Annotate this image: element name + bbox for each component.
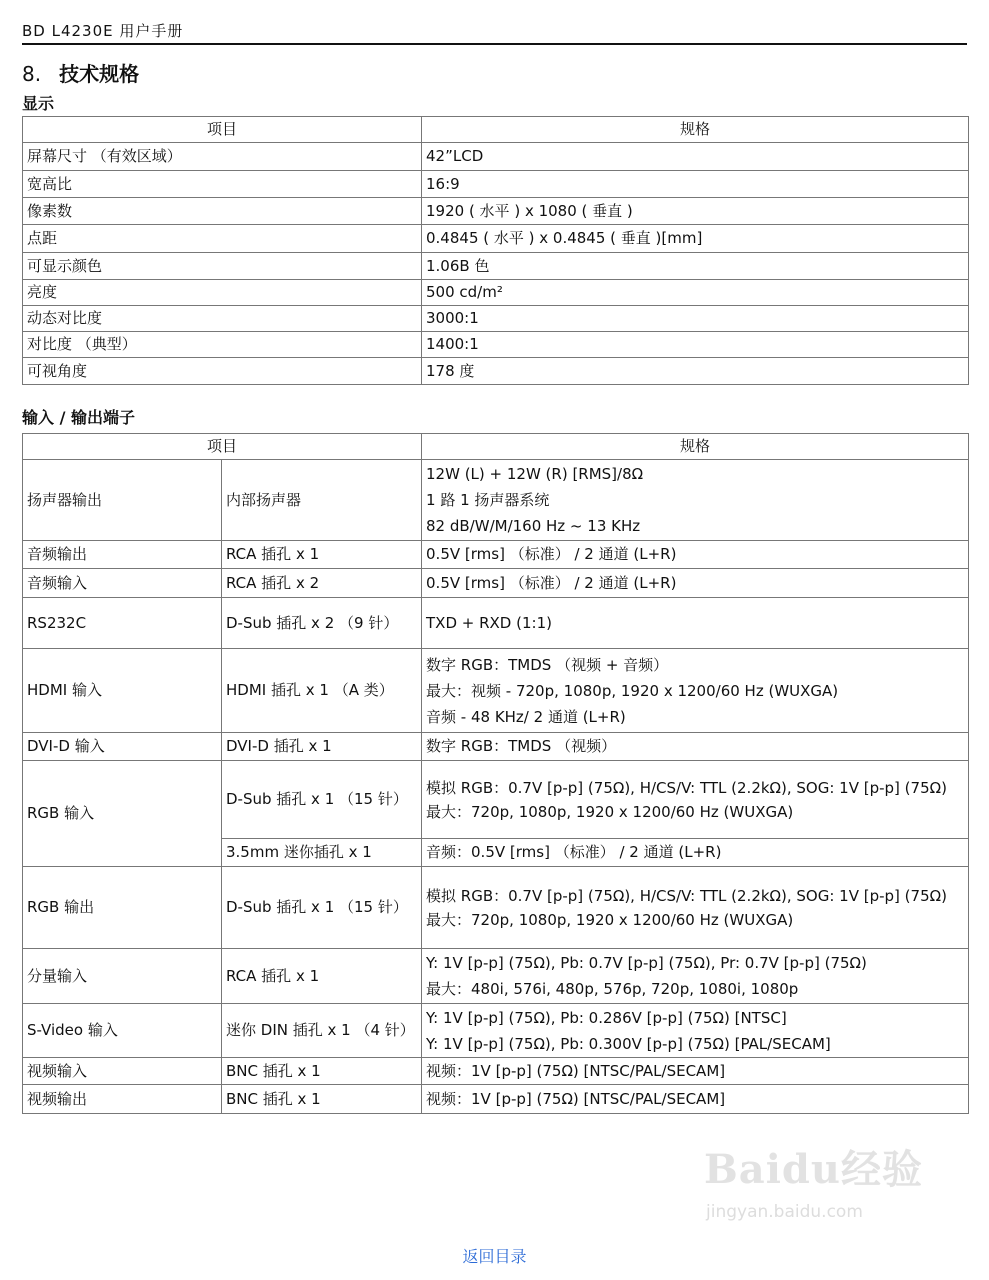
- port-spec: TXD + RXD (1:1): [422, 598, 969, 649]
- port-type: D-Sub 插孔 x 1 （15 针）: [222, 867, 422, 949]
- row-item: 动态对比度: [23, 306, 422, 332]
- port-name: 音频输出: [23, 541, 222, 569]
- spec-line: Y: 1V [p-p] (75Ω), Pb: 0.286V [p-p] (75Ω) [NTSC]: [426, 1008, 787, 1027]
- row-spec: 1920 ( 水平 ) x 1080 ( 垂直 ): [422, 198, 969, 225]
- column-header-item: 项目: [23, 434, 422, 460]
- spec-line: 最大：480i, 576i, 480p, 576p, 720p, 1080i, 1080p: [426, 980, 799, 998]
- port-type: 内部扬声器: [222, 460, 422, 541]
- spec-line: 最大：视频 - 720p, 1080p, 1920 x 1200/60 Hz (WUXGA): [426, 681, 839, 700]
- port-type: HDMI 插孔 x 1 （A 类）: [222, 649, 422, 733]
- port-name: 音频输入: [23, 569, 222, 598]
- spec-line: 模拟 RGB：0.7V [p-p] (75Ω), H/CS/V: TTL (2.2kΩ), SOG: 1V [p-p] (75Ω): [426, 778, 947, 797]
- port-type: DVI-D 插孔 x 1: [222, 733, 422, 761]
- port-name: DVI-D 输入: [23, 733, 222, 761]
- row-spec: 178 度: [422, 358, 969, 385]
- port-spec: [422, 761, 969, 839]
- row-item: 对比度 （典型）: [23, 332, 422, 358]
- spec-line: 模拟 RGB：0.7V [p-p] (75Ω), H/CS/V: TTL (2.2kΩ), SOG: 1V [p-p] (75Ω): [426, 886, 947, 905]
- watermark-url: jingyan.baidu.com: [706, 1202, 863, 1222]
- column-header-spec: 规格: [422, 117, 969, 143]
- port-spec: [422, 949, 969, 1004]
- section-number: 8.: [22, 62, 42, 86]
- row-item: 点距: [23, 225, 422, 253]
- port-type: 3.5mm 迷你插孔 x 1: [222, 839, 422, 867]
- row-spec: 1400:1: [422, 332, 969, 358]
- port-spec: 0.5V [rms] （标准） / 2 通道 (L+R): [422, 541, 969, 569]
- port-name: 视频输入: [23, 1058, 222, 1085]
- spec-line: 最大：720p, 1080p, 1920 x 1200/60 Hz (WUXGA): [426, 910, 794, 929]
- spec-line: Y: 1V [p-p] (75Ω), Pb: 0.7V [p-p] (75Ω), Pr: 0.7V [p-p] (75Ω): [426, 954, 867, 972]
- port-spec: 0.5V [rms] （标准） / 2 通道 (L+R): [422, 569, 969, 598]
- port-type: D-Sub 插孔 x 1 （15 针）: [222, 761, 422, 839]
- port-name: 分量输入: [23, 949, 222, 1004]
- section-title: 技术规格: [59, 62, 140, 86]
- row-item: 像素数: [23, 198, 422, 225]
- back-to-contents-link[interactable]: 返回目录: [462, 1247, 527, 1266]
- port-spec: [422, 867, 969, 949]
- spec-line: 12W (L) + 12W (R) [RMS]/8Ω: [426, 465, 644, 483]
- port-spec: 视频：1V [p-p] (75Ω) [NTSC/PAL/SECAM]: [422, 1085, 969, 1114]
- port-type: BNC 插孔 x 1: [222, 1085, 422, 1114]
- port-spec: [422, 649, 969, 733]
- port-name: HDMI 输入: [23, 649, 222, 733]
- spec-line: Y: 1V [p-p] (75Ω), Pb: 0.300V [p-p] (75Ω) [PAL/SECAM]: [426, 1034, 831, 1053]
- section-heading: [22, 58, 139, 87]
- port-type: RCA 插孔 x 1: [222, 541, 422, 569]
- port-name: S-Video 输入: [23, 1004, 222, 1058]
- port-type: BNC 插孔 x 1: [222, 1058, 422, 1085]
- display-subtitle: 显示: [22, 94, 55, 113]
- port-spec: 音频：0.5V [rms] （标准） / 2 通道 (L+R): [422, 839, 969, 867]
- port-type: RCA 插孔 x 2: [222, 569, 422, 598]
- port-name: RGB 输入: [23, 761, 222, 867]
- column-header-item: 项目: [23, 117, 422, 143]
- display-spec-table: [22, 116, 969, 385]
- row-spec: 500 cd/m²: [422, 280, 969, 306]
- row-spec: 3000:1: [422, 306, 969, 332]
- column-header-spec: 规格: [422, 434, 969, 460]
- baidu-watermark: [700, 1130, 970, 1230]
- row-item: 宽高比: [23, 171, 422, 198]
- row-spec: 16:9: [422, 171, 969, 198]
- watermark-brand: Baidu经验: [704, 1146, 923, 1193]
- row-item: 可显示颜色: [23, 253, 422, 280]
- port-name: 视频输出: [23, 1085, 222, 1114]
- spec-line: 1 路 1 扬声器系统: [426, 491, 550, 509]
- row-spec: 0.4845 ( 水平 ) x 0.4845 ( 垂直 )[mm]: [422, 225, 969, 253]
- document-header: BD L4230E 用户手册: [22, 20, 967, 45]
- port-type: RCA 插孔 x 1: [222, 949, 422, 1004]
- row-item: 屏幕尺寸 （有效区域）: [23, 143, 422, 171]
- port-name: RS232C: [23, 598, 222, 649]
- spec-line: 音频 - 48 KHz/ 2 通道 (L+R): [426, 707, 626, 726]
- row-item: 亮度: [23, 280, 422, 306]
- spec-line: 数字 RGB：TMDS （视频 + 音频）: [426, 655, 669, 674]
- io-subtitle: 输入 / 输出端子: [22, 408, 135, 427]
- spec-line: 最大：720p, 1080p, 1920 x 1200/60 Hz (WUXGA): [426, 802, 794, 821]
- port-spec: 数字 RGB：TMDS （视频）: [422, 733, 969, 761]
- row-spec: 42”LCD: [422, 143, 969, 171]
- row-item: 可视角度: [23, 358, 422, 385]
- port-spec: 视频：1V [p-p] (75Ω) [NTSC/PAL/SECAM]: [422, 1058, 969, 1085]
- port-name: 扬声器输出: [23, 460, 222, 541]
- port-type: D-Sub 插孔 x 2 （9 针）: [222, 598, 422, 649]
- spec-line: 82 dB/W/M/160 Hz ~ 13 KHz: [426, 517, 641, 535]
- port-spec: [422, 460, 969, 541]
- port-type: 迷你 DIN 插孔 x 1 （4 针）: [222, 1004, 422, 1058]
- port-spec: [422, 1004, 969, 1058]
- row-spec: 1.06B 色: [422, 253, 969, 280]
- port-name: RGB 输出: [23, 867, 222, 949]
- io-spec-table: [22, 433, 969, 1114]
